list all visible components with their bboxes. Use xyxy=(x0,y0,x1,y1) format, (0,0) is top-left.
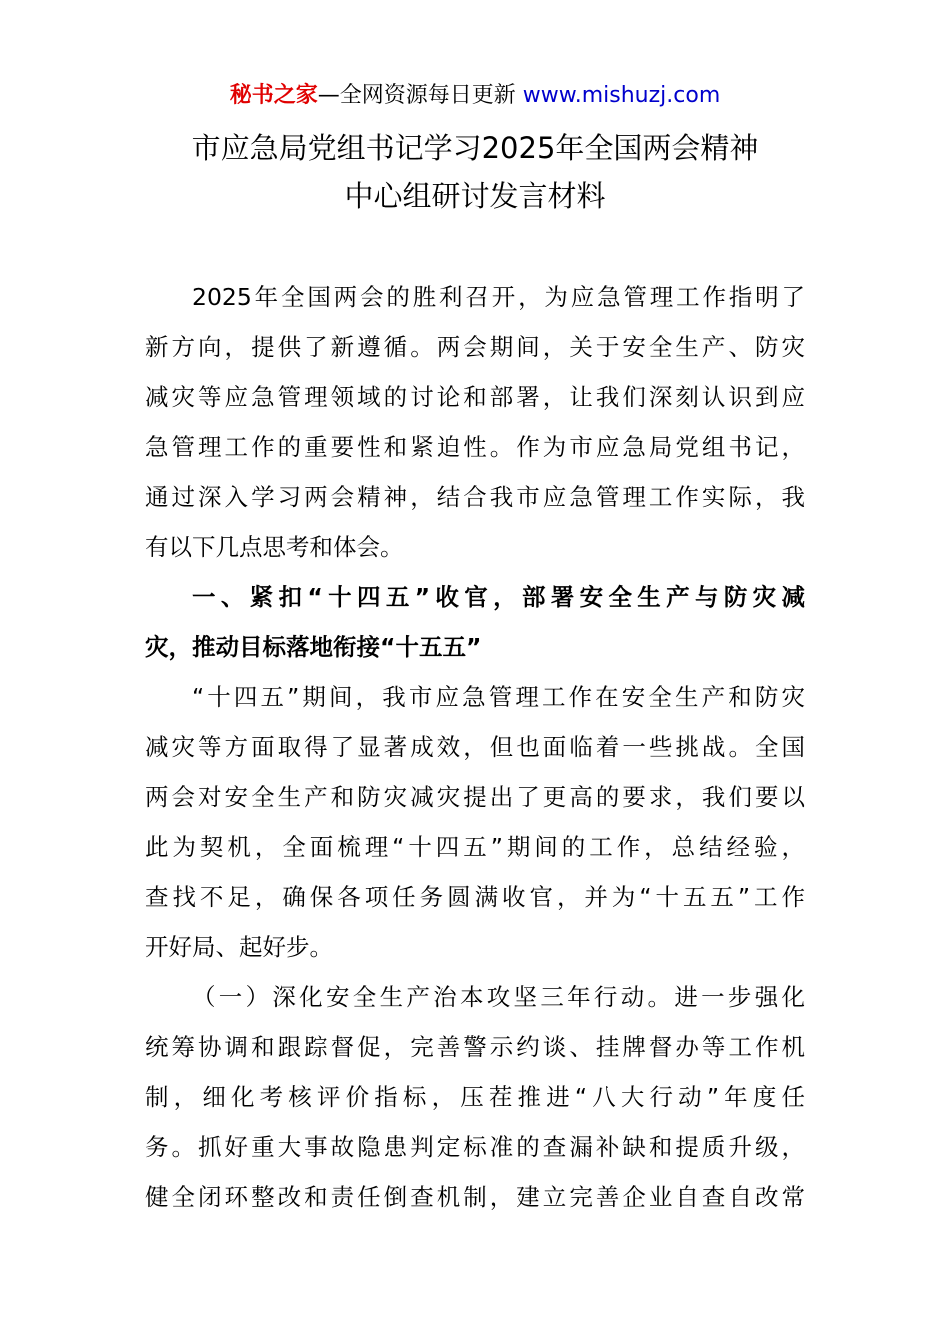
text-line: （一）深化安全生产治本攻坚三年行动。进一步强化 xyxy=(192,983,805,1011)
site-header xyxy=(0,80,950,112)
text-line: 2025年全国两会的胜利召开，为应急管理工作指明了 xyxy=(192,283,805,311)
text-line: 有以下几点思考和体会。 xyxy=(145,533,404,561)
text-line: 两会对安全生产和防灾减灾提出了更高的要求，我们要以 xyxy=(145,783,805,811)
text-line: 新方向，提供了新遵循。两会期间，关于安全生产、防灾 xyxy=(145,333,805,361)
text-line: 此为契机，全面梳理“十四五”期间的工作，总结经验， xyxy=(145,833,805,861)
text-line: 查找不足，确保各项任务圆满收官，并为“十五五”工作 xyxy=(145,883,805,911)
text-line: 统筹协调和跟踪督促，完善警示约谈、挂牌督办等工作机 xyxy=(145,1033,805,1061)
brand-name: 秘书之家 xyxy=(229,83,318,108)
header-slogan: —全网资源每日更新 xyxy=(317,83,516,108)
text-line: 减灾等应急管理领域的讨论和部署，让我们深刻认识到应 xyxy=(145,383,805,411)
document-title-line-1: 市应急局党组书记学习2025年全国两会精神 xyxy=(191,131,759,165)
text-line: “十四五”期间，我市应急管理工作在安全生产和防灾 xyxy=(192,683,805,711)
text-line: 急管理工作的重要性和紧迫性。作为市应急局党组书记， xyxy=(145,433,805,461)
text-line: 开好局、起好步。 xyxy=(145,933,333,961)
section-heading-line: 灾，推动目标落地衔接“十五五” xyxy=(145,633,482,661)
document-title-line-2: 中心组研讨发言材料 xyxy=(344,179,606,213)
text-line: 务。抓好重大事故隐患判定标准的查漏补缺和提质升级， xyxy=(145,1133,805,1161)
text-line: 制，细化考核评价指标，压茬推进“八大行动”年度任 xyxy=(145,1083,805,1111)
section-heading-line: 一、紧扣“十四五”收官，部署安全生产与防灾减 xyxy=(192,583,805,611)
site-url[interactable]: www.mishuzj.com xyxy=(522,83,721,108)
text-line: 健全闭环整改和责任倒查机制，建立完善企业自查自改常 xyxy=(145,1183,805,1211)
text-line: 减灾等方面取得了显著成效，但也面临着一些挑战。全国 xyxy=(145,733,805,761)
text-line: 通过深入学习两会精神，结合我市应急管理工作实际，我 xyxy=(145,483,805,511)
